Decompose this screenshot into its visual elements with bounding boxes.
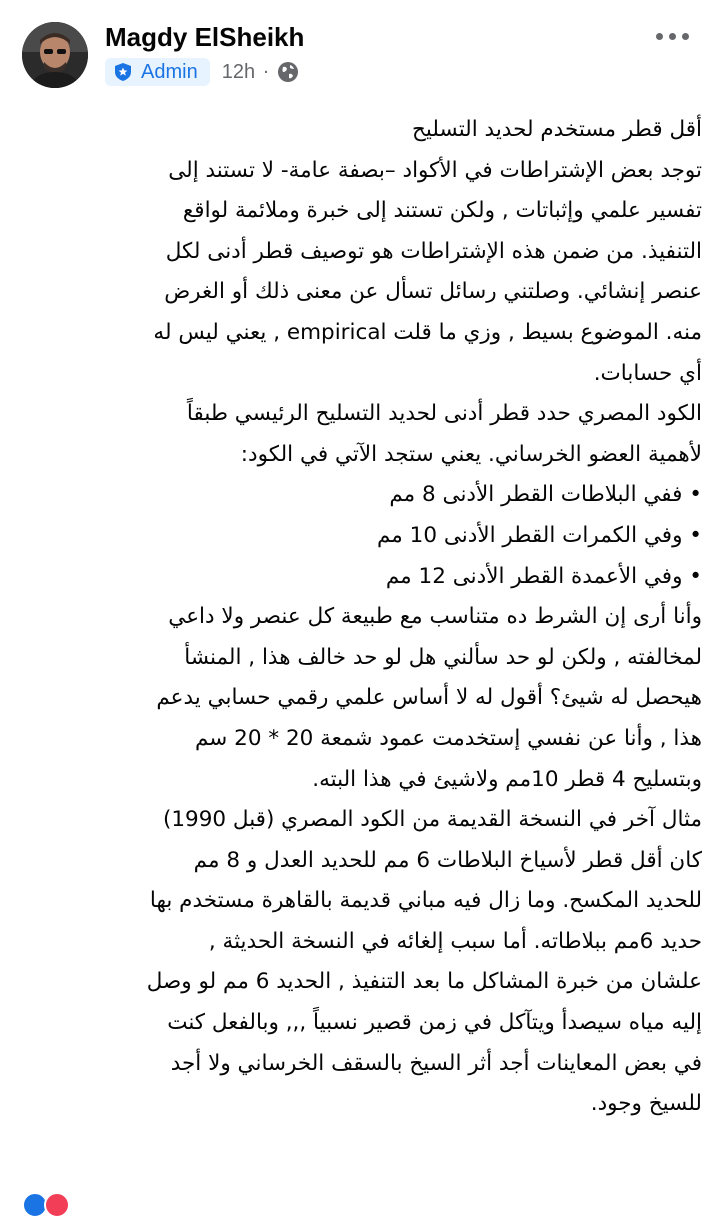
post-text-line: توجد بعض الإشتراطات في الأكواد –بصفة عامة- لا تستند إلى [168, 157, 702, 183]
post-text-line: لمخالفته , ولكن لو حد سألني هل لو حد خالف هذا , المنشأ [184, 644, 702, 670]
reaction-icons[interactable] [22, 1192, 66, 1218]
post-text-line: كان أقل قطر لأسياخ البلاطات 6 مم للحديد العدل و 8 مم [193, 847, 702, 873]
post-text-line: إليه مياه سيصدأ ويتآكل في زمن قصير نسبياً ,,, وبالفعل كنت [167, 1010, 702, 1036]
post-text-line: مثال آخر في النسخة القديمة من الكود المصري (قبل 1990) [162, 807, 702, 833]
post-text-line: تفسير علمي وإثباتات , ولكن تستند إلى خبرة وملائمة لواقع [182, 198, 702, 224]
admin-badge-label: Admin [141, 60, 198, 83]
meta-separator: · [263, 61, 269, 83]
more-dot [682, 33, 689, 40]
post-text-line: منه. الموضوع بسيط , وزي ما قلت empirical , يعني ليس له [153, 319, 702, 345]
post-text-line: الكود المصري حدد قطر أدنى لحديد التسليح الرئيسي طبقاً [186, 401, 702, 427]
post-text-line: للحديد المكسح. وما زال فيه مباني قديمة بالقاهرة مستخدم بها [149, 888, 702, 914]
love-reaction-icon [44, 1192, 70, 1218]
post-text-line: وأنا أرى إن الشرط ده متناسب مع طبيعة كل عنصر ولا داعي [168, 604, 702, 630]
post-text-line: هيحصل له شيئ؟ أقول له لا أساس علمي رقمي حسابي يدعم [156, 685, 702, 711]
post-text-line: حديد 6مم ببلاطاته. أما سبب إلغائه في النسخة الحديثة , [208, 928, 702, 954]
post-header [0, 0, 707, 100]
post-text-line: هذا , وأنا عن نفسي إستخدمت عمود شمعة 20 * 20 سم [194, 725, 702, 751]
post-text-line: لأهمية العضو الخرساني. يعني ستجد الآتي في الكود: [240, 441, 702, 467]
post-text-line: في بعض المعاينات أجد أثر السيخ بالسقف الخرساني ولا أجد [170, 1050, 702, 1076]
post-text-line: علشان من خبرة المشاكل ما بعد التنفيذ , الحديد 6 مم لو وصل [146, 969, 702, 995]
post-text-line: وبتسليح 4 قطر 10مم ولاشيئ في هذا البته. [312, 766, 702, 792]
author-name[interactable]: Magdy ElSheikh [105, 22, 305, 52]
more-horizontal-icon [656, 33, 663, 40]
post-meta [105, 57, 299, 87]
post-text-line: للسيخ وجود. [590, 1091, 702, 1117]
post-list-item: • وفي الأعمدة القطر الأدنى 12 مم [22, 557, 702, 598]
globe-icon[interactable] [277, 61, 299, 83]
post-text-line: التنفيذ. من ضمن هذه الإشتراطات هو توصيف قطر أدنى لكل [165, 238, 702, 264]
admin-badge [105, 58, 210, 86]
post-text-line: أي حسابات. [593, 360, 702, 386]
author-avatar[interactable] [22, 22, 88, 88]
post-text-line: أقل قطر مستخدم لحديد التسليح [412, 117, 702, 142]
post-body [22, 110, 702, 1125]
more-options-button[interactable] [652, 24, 692, 48]
post-text-line: عنصر إنشائي. وصلتني رسائل تسأل عن معنى ذلك أو الغرض [164, 279, 702, 305]
post-time[interactable]: 12h [221, 60, 256, 83]
post-list-item: • ففي البلاطات القطر الأدنى 8 مم [22, 475, 702, 516]
shield-star-icon [113, 62, 133, 82]
more-dot [669, 33, 676, 40]
post-list-item: • وفي الكمرات القطر الأدنى 10 مم [22, 516, 702, 557]
